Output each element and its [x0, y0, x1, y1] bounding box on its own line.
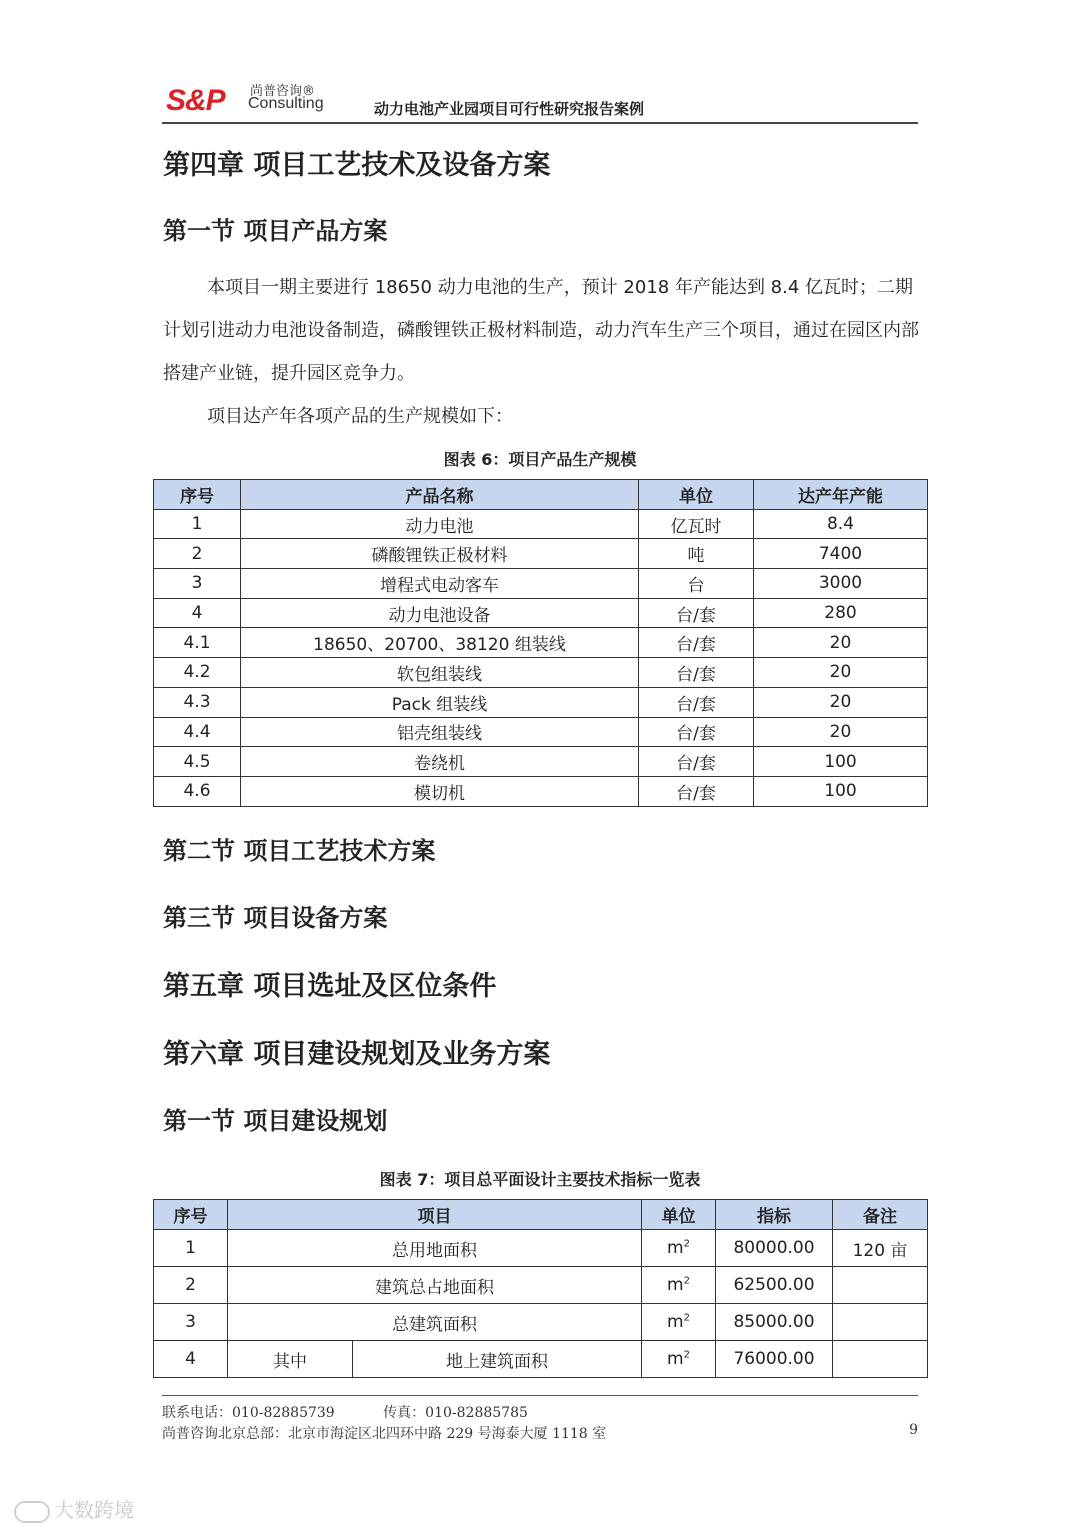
table-row — [154, 658, 928, 688]
cell-capacity: 100 — [754, 776, 928, 806]
cell-capacity: 100 — [754, 747, 928, 777]
cell-capacity: 20 — [754, 687, 928, 717]
cell-item: 总用地面积 — [228, 1230, 642, 1267]
table-row — [154, 1304, 928, 1341]
cell-product-name: 铝壳组装线 — [241, 717, 639, 747]
office-address: 尚普咨询北京总部：北京市海淀区北四环中路 229 号海泰大厦 1118 室 — [162, 1426, 607, 1442]
cell-unit: 台/套 — [639, 776, 754, 806]
column-header: 指标 — [716, 1200, 833, 1230]
table-row — [154, 598, 928, 628]
cell-note: 120 亩 — [833, 1230, 928, 1267]
body-paragraph — [163, 266, 919, 438]
cell-note — [833, 1267, 928, 1304]
document-title: 动力电池产业园项目可行性研究报告案例 — [374, 100, 645, 118]
cell-unit: 台 — [639, 569, 754, 599]
cell-product-name: 增程式电动客车 — [241, 569, 639, 599]
unit-base: m — [667, 1238, 684, 1258]
column-header: 备注 — [833, 1200, 928, 1230]
unit-exponent: 2 — [683, 1275, 690, 1287]
cell-unit: 台/套 — [639, 658, 754, 688]
table-header-row — [154, 1200, 928, 1230]
cell-capacity: 20 — [754, 717, 928, 747]
cell-item: 建筑总占地面积 — [228, 1267, 642, 1304]
column-header: 产品名称 — [241, 480, 639, 510]
section-2-heading: 第二节 项目工艺技术方案 — [163, 837, 436, 865]
cell-index: 3 — [154, 1304, 228, 1341]
cell-product-name: 磷酸锂铁正极材料 — [241, 539, 639, 569]
table-row — [154, 687, 928, 717]
table-row — [154, 1230, 928, 1267]
cell-capacity: 8.4 — [754, 509, 928, 539]
unit-base: m — [667, 1275, 684, 1295]
cell-capacity: 20 — [754, 658, 928, 688]
column-header: 达产年产能 — [754, 480, 928, 510]
product-scale-table — [153, 479, 928, 807]
page-footer — [162, 1395, 918, 1444]
watermark-icon — [14, 1501, 50, 1523]
contact-fax: 传真：010-82885785 — [383, 1405, 528, 1421]
cell-item: 地上建筑面积 — [353, 1341, 642, 1378]
cell-product-name: 模切机 — [241, 776, 639, 806]
cell-index: 4.1 — [154, 628, 241, 658]
cell-index: 2 — [154, 1267, 228, 1304]
cell-unit: 台/套 — [639, 598, 754, 628]
cell-unit: 台/套 — [639, 628, 754, 658]
unit-exponent: 2 — [683, 1238, 690, 1250]
chapter-6-heading: 第六章 项目建设规划及业务方案 — [163, 1039, 551, 1070]
cell-index: 4 — [154, 598, 241, 628]
chapter-6-section-1-heading: 第一节 项目建设规划 — [163, 1107, 388, 1135]
logo-mark: S&P — [166, 84, 225, 117]
cell-value: 80000.00 — [716, 1230, 833, 1267]
cell-index: 4.2 — [154, 658, 241, 688]
page-number: 9 — [909, 1422, 918, 1438]
table-row — [154, 509, 928, 539]
cell-value: 62500.00 — [716, 1267, 833, 1304]
table-row — [154, 717, 928, 747]
cell-unit: 台/套 — [639, 717, 754, 747]
paragraph-production-plan: 本项目一期主要进行 18650 动力电池的生产，预计 2018 年产能达到 8.4 亿瓦时；二期计划引进动力电池设备制造，磷酸锂铁正极材料制造，动力汽车生产三个项目，通过在园区内部搭建产业链，提升园区竞争力。 — [163, 277, 919, 384]
table-row — [154, 628, 928, 658]
cell-unit: 吨 — [639, 539, 754, 569]
cell-index: 4.5 — [154, 747, 241, 777]
cell-group: 其中 — [228, 1341, 353, 1378]
cell-index: 4.3 — [154, 687, 241, 717]
column-header: 序号 — [154, 480, 241, 510]
column-header: 单位 — [642, 1200, 716, 1230]
unit-base: m — [667, 1312, 684, 1332]
cell-value: 85000.00 — [716, 1304, 833, 1341]
cell-product-name: 软包组装线 — [241, 658, 639, 688]
unit-base: m — [667, 1349, 684, 1369]
chapter-4-heading: 第四章 项目工艺技术及设备方案 — [163, 150, 551, 181]
cell-product-name: 动力电池 — [241, 509, 639, 539]
cell-product-name: Pack 组装线 — [241, 687, 639, 717]
cell-index: 3 — [154, 569, 241, 599]
cell-index: 1 — [154, 509, 241, 539]
logo-english-name: Consulting — [248, 95, 324, 112]
cell-value: 76000.00 — [716, 1341, 833, 1378]
cell-unit — [642, 1230, 716, 1267]
cell-note — [833, 1341, 928, 1378]
cell-unit: 台/套 — [639, 747, 754, 777]
cell-unit — [642, 1341, 716, 1378]
page-header — [162, 74, 918, 124]
table-row — [154, 747, 928, 777]
cell-unit: 亿瓦时 — [639, 509, 754, 539]
unit-exponent: 2 — [683, 1349, 690, 1361]
paragraph-scale-intro: 项目达产年各项产品的生产规模如下： — [207, 406, 513, 427]
cell-index: 1 — [154, 1230, 228, 1267]
logo-chinese-name: 尚普咨询® — [250, 84, 316, 99]
table-row — [154, 539, 928, 569]
cell-index: 4.6 — [154, 776, 241, 806]
watermark — [14, 1494, 134, 1523]
cell-index: 2 — [154, 539, 241, 569]
unit-exponent: 2 — [683, 1312, 690, 1324]
cell-note — [833, 1304, 928, 1341]
cell-unit — [642, 1304, 716, 1341]
table-row — [154, 569, 928, 599]
column-header: 单位 — [639, 480, 754, 510]
cell-capacity: 280 — [754, 598, 928, 628]
cell-index: 4 — [154, 1341, 228, 1378]
table-6-caption: 图表 6：项目产品生产规模 — [443, 450, 637, 469]
cell-index: 4.4 — [154, 717, 241, 747]
chapter-5-heading: 第五章 项目选址及区位条件 — [163, 971, 497, 1002]
column-header: 序号 — [154, 1200, 228, 1230]
watermark-text: 大数跨境 — [54, 1498, 134, 1522]
column-header: 项目 — [228, 1200, 642, 1230]
section-3-heading: 第三节 项目设备方案 — [163, 904, 388, 932]
cell-capacity: 3000 — [754, 569, 928, 599]
cell-item: 总建筑面积 — [228, 1304, 642, 1341]
table-header-row — [154, 480, 928, 510]
cell-product-name: 动力电池设备 — [241, 598, 639, 628]
contact-phone: 联系电话：010-82885739 — [162, 1405, 335, 1421]
cell-unit: 台/套 — [639, 687, 754, 717]
table-7-caption: 图表 7：项目总平面设计主要技术指标一览表 — [379, 1170, 701, 1189]
table-row — [154, 1267, 928, 1304]
table-row — [154, 1341, 928, 1378]
section-1-heading: 第一节 项目产品方案 — [163, 217, 388, 245]
cell-product-name: 卷绕机 — [241, 747, 639, 777]
cell-capacity: 7400 — [754, 539, 928, 569]
cell-capacity: 20 — [754, 628, 928, 658]
site-indicators-table — [153, 1199, 928, 1378]
cell-product-name: 18650、20700、38120 组装线 — [241, 628, 639, 658]
table-row — [154, 776, 928, 806]
cell-unit — [642, 1267, 716, 1304]
